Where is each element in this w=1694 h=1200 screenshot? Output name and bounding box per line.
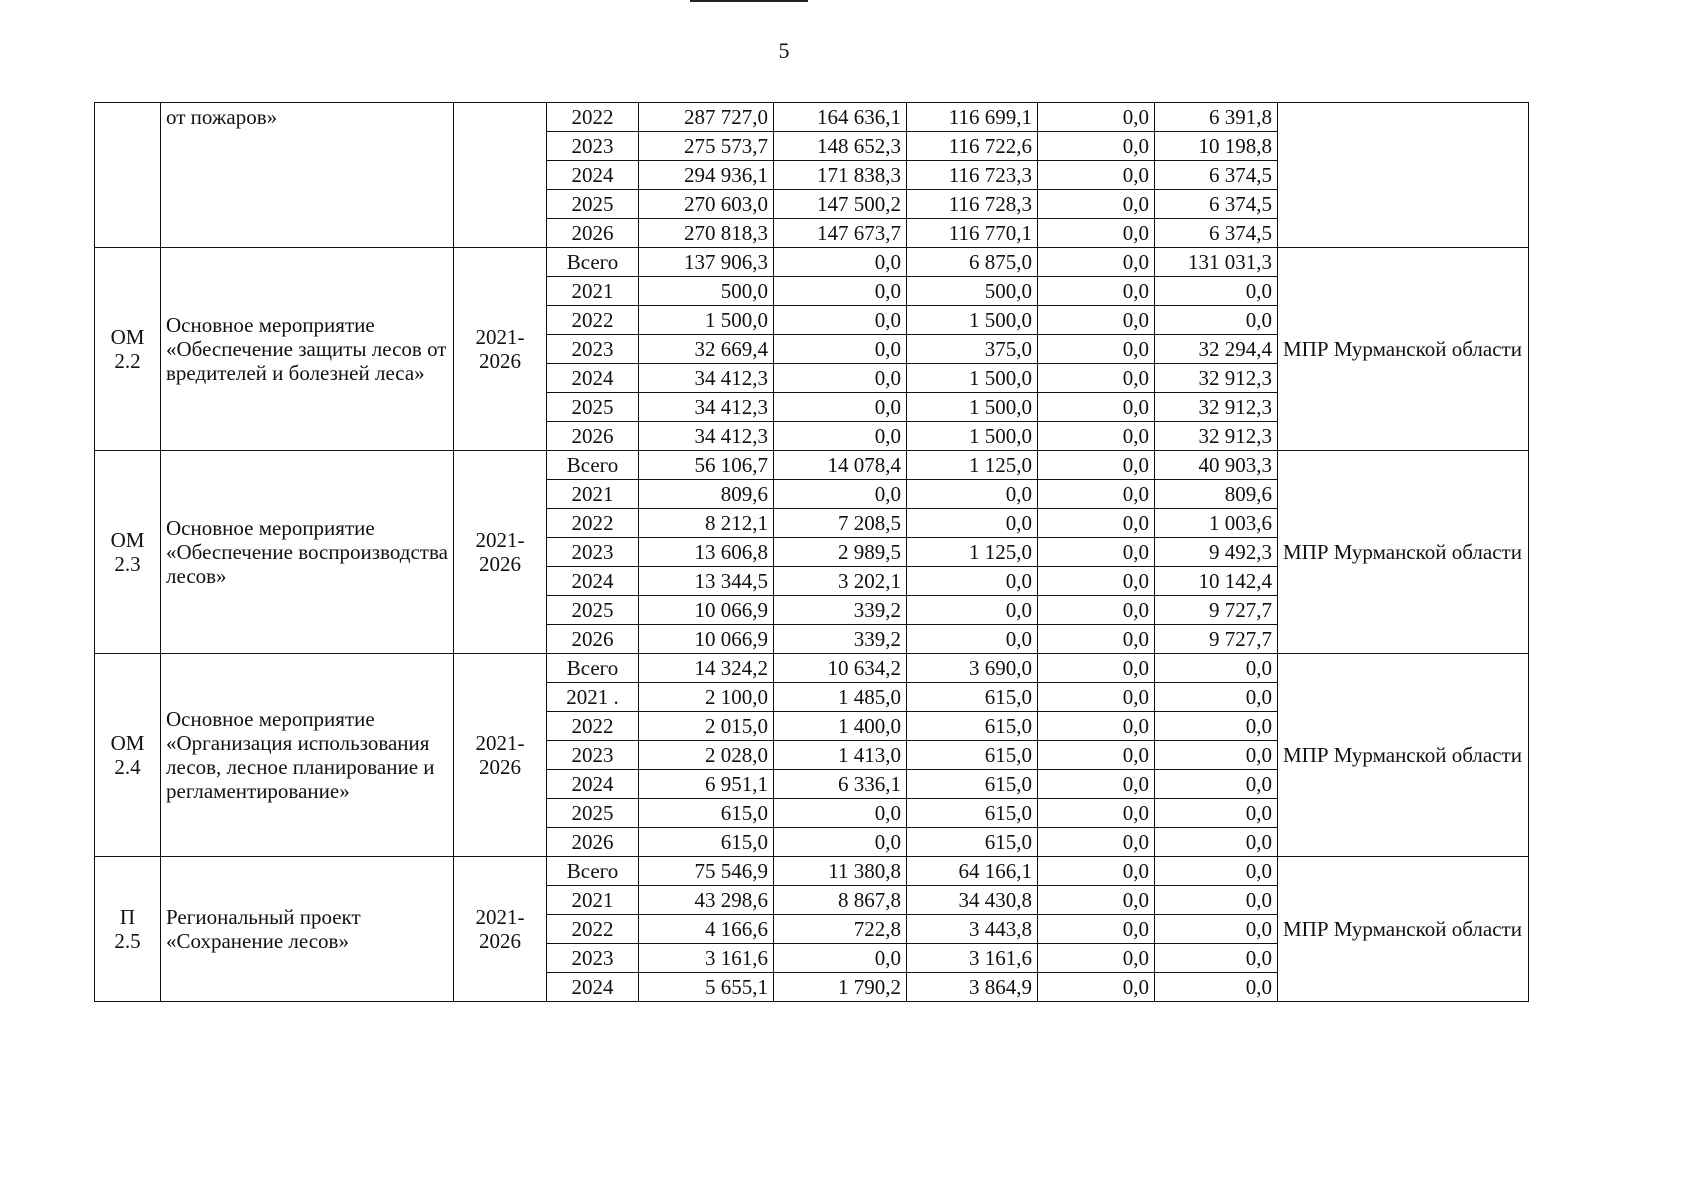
year-cell: 2024	[547, 364, 639, 393]
extrabudgetary-cell: 131 031,3	[1155, 248, 1278, 277]
federal-budget-cell: 2 989,5	[774, 538, 907, 567]
regional-budget-cell: 116 722,6	[907, 132, 1038, 161]
local-budget-cell: 0,0	[1038, 654, 1155, 683]
total-cell: 275 573,7	[639, 132, 774, 161]
year-cell: 2026	[547, 219, 639, 248]
total-cell: 10 066,9	[639, 596, 774, 625]
federal-budget-cell: 11 380,8	[774, 857, 907, 886]
program-name-cell: от пожаров»	[161, 103, 454, 248]
program-code-cell	[95, 451, 161, 654]
local-budget-cell: 0,0	[1038, 596, 1155, 625]
year-cell: 2024	[547, 161, 639, 190]
total-cell: 3 161,6	[639, 944, 774, 973]
year-cell: 2025	[547, 393, 639, 422]
extrabudgetary-cell: 6 374,5	[1155, 161, 1278, 190]
local-budget-cell: 0,0	[1038, 277, 1155, 306]
federal-budget-cell: 147 500,2	[774, 190, 907, 219]
extrabudgetary-cell: 0,0	[1155, 277, 1278, 306]
local-budget-cell: 0,0	[1038, 857, 1155, 886]
extrabudgetary-cell: 809,6	[1155, 480, 1278, 509]
local-budget-cell: 0,0	[1038, 538, 1155, 567]
regional-budget-cell: 500,0	[907, 277, 1038, 306]
period-start: 2021-	[475, 528, 525, 552]
year-cell: Всего	[547, 451, 639, 480]
executor-cell: МПР Мурманской области	[1278, 857, 1529, 1002]
federal-budget-cell: 0,0	[774, 393, 907, 422]
federal-budget-cell: 147 673,7	[774, 219, 907, 248]
extrabudgetary-cell: 0,0	[1155, 306, 1278, 335]
total-cell: 34 412,3	[639, 364, 774, 393]
total-cell: 5 655,1	[639, 973, 774, 1002]
year-cell: 2022	[547, 509, 639, 538]
total-cell: 1 500,0	[639, 306, 774, 335]
local-budget-cell: 0,0	[1038, 770, 1155, 799]
top-edge-mark	[690, 0, 808, 2]
program-name-cell: Основное мероприятие «Организация использования лесов, лесное планирование и регламентирование»	[161, 654, 454, 857]
total-cell: 4 166,6	[639, 915, 774, 944]
federal-budget-cell: 339,2	[774, 625, 907, 654]
extrabudgetary-cell: 32 912,3	[1155, 422, 1278, 451]
extrabudgetary-cell: 40 903,3	[1155, 451, 1278, 480]
total-cell: 500,0	[639, 277, 774, 306]
local-budget-cell: 0,0	[1038, 886, 1155, 915]
year-cell: 2026	[547, 422, 639, 451]
total-cell: 10 066,9	[639, 625, 774, 654]
extrabudgetary-cell: 0,0	[1155, 973, 1278, 1002]
total-cell: 6 951,1	[639, 770, 774, 799]
extrabudgetary-cell: 0,0	[1155, 828, 1278, 857]
extrabudgetary-cell: 9 727,7	[1155, 596, 1278, 625]
total-cell: 34 412,3	[639, 422, 774, 451]
program-name-cell: Основное мероприятие «Обеспечение защиты лесов от вредителей и болезней леса»	[161, 248, 454, 451]
extrabudgetary-cell: 6 391,8	[1155, 103, 1278, 132]
extrabudgetary-cell: 0,0	[1155, 712, 1278, 741]
table-row	[95, 248, 1529, 277]
federal-budget-cell: 0,0	[774, 335, 907, 364]
period-start: 2021-	[475, 731, 525, 755]
executor-cell	[1278, 103, 1529, 248]
extrabudgetary-cell: 0,0	[1155, 857, 1278, 886]
extrabudgetary-cell: 1 003,6	[1155, 509, 1278, 538]
extrabudgetary-cell: 0,0	[1155, 741, 1278, 770]
total-cell: 294 936,1	[639, 161, 774, 190]
table-row	[95, 654, 1529, 683]
year-cell: 2023	[547, 538, 639, 567]
program-name-cell: Основное мероприятие «Обеспечение воспроизводства лесов»	[161, 451, 454, 654]
year-cell: 2023	[547, 132, 639, 161]
regional-budget-cell: 0,0	[907, 567, 1038, 596]
federal-budget-cell: 0,0	[774, 277, 907, 306]
local-budget-cell: 0,0	[1038, 190, 1155, 219]
regional-budget-cell: 0,0	[907, 625, 1038, 654]
local-budget-cell: 0,0	[1038, 422, 1155, 451]
federal-budget-cell: 0,0	[774, 306, 907, 335]
program-name-cell: Региональный проект «Сохранение лесов»	[161, 857, 454, 1002]
local-budget-cell: 0,0	[1038, 741, 1155, 770]
federal-budget-cell: 1 790,2	[774, 973, 907, 1002]
extrabudgetary-cell: 0,0	[1155, 944, 1278, 973]
local-budget-cell: 0,0	[1038, 306, 1155, 335]
program-code-cell	[95, 857, 161, 1002]
federal-budget-cell: 1 485,0	[774, 683, 907, 712]
extrabudgetary-cell: 6 374,5	[1155, 219, 1278, 248]
year-cell: 2025	[547, 596, 639, 625]
regional-budget-cell: 1 125,0	[907, 538, 1038, 567]
year-cell: 2023	[547, 741, 639, 770]
program-code-part: ОМ	[110, 528, 145, 552]
year-cell: 2026	[547, 625, 639, 654]
total-cell: 8 212,1	[639, 509, 774, 538]
period-cell	[454, 103, 547, 248]
year-cell: 2021 .	[547, 683, 639, 712]
regional-budget-cell: 615,0	[907, 828, 1038, 857]
program-code-part: ОМ	[110, 731, 145, 755]
year-cell: 2023	[547, 944, 639, 973]
year-cell: 2022	[547, 915, 639, 944]
local-budget-cell: 0,0	[1038, 248, 1155, 277]
federal-budget-cell: 0,0	[774, 799, 907, 828]
table-row	[95, 103, 1529, 132]
year-cell: Всего	[547, 654, 639, 683]
program-code-part: П	[119, 905, 136, 929]
local-budget-cell: 0,0	[1038, 335, 1155, 364]
year-cell: 2023	[547, 335, 639, 364]
local-budget-cell: 0,0	[1038, 132, 1155, 161]
extrabudgetary-cell: 0,0	[1155, 654, 1278, 683]
extrabudgetary-cell: 10 198,8	[1155, 132, 1278, 161]
regional-budget-cell: 1 500,0	[907, 422, 1038, 451]
regional-budget-cell: 0,0	[907, 480, 1038, 509]
total-cell: 14 324,2	[639, 654, 774, 683]
period-end: 2026	[479, 349, 521, 373]
table-row	[95, 857, 1529, 886]
program-code-cell	[95, 103, 161, 248]
page-number: 5	[778, 38, 790, 63]
regional-budget-cell: 3 443,8	[907, 915, 1038, 944]
federal-budget-cell: 0,0	[774, 422, 907, 451]
regional-budget-cell: 1 500,0	[907, 306, 1038, 335]
federal-budget-cell: 10 634,2	[774, 654, 907, 683]
total-cell: 270 818,3	[639, 219, 774, 248]
extrabudgetary-cell: 10 142,4	[1155, 567, 1278, 596]
extrabudgetary-cell: 32 294,4	[1155, 335, 1278, 364]
table-row	[95, 451, 1529, 480]
federal-budget-cell: 14 078,4	[774, 451, 907, 480]
local-budget-cell: 0,0	[1038, 364, 1155, 393]
year-cell: 2024	[547, 567, 639, 596]
year-cell: 2025	[547, 799, 639, 828]
regional-budget-cell: 1 125,0	[907, 451, 1038, 480]
extrabudgetary-cell: 0,0	[1155, 799, 1278, 828]
total-cell: 2 028,0	[639, 741, 774, 770]
extrabudgetary-cell: 0,0	[1155, 915, 1278, 944]
year-cell: 2026	[547, 828, 639, 857]
year-cell: 2022	[547, 306, 639, 335]
year-cell: 2021	[547, 277, 639, 306]
program-code-part: 2.5	[114, 929, 141, 953]
period-start: 2021-	[475, 905, 525, 929]
total-cell: 615,0	[639, 799, 774, 828]
period-cell	[454, 654, 547, 857]
extrabudgetary-cell: 0,0	[1155, 886, 1278, 915]
local-budget-cell: 0,0	[1038, 103, 1155, 132]
total-cell: 32 669,4	[639, 335, 774, 364]
total-cell: 615,0	[639, 828, 774, 857]
local-budget-cell: 0,0	[1038, 944, 1155, 973]
period-cell	[454, 451, 547, 654]
federal-budget-cell: 722,8	[774, 915, 907, 944]
total-cell: 43 298,6	[639, 886, 774, 915]
budget-table	[94, 102, 1529, 1002]
regional-budget-cell: 375,0	[907, 335, 1038, 364]
regional-budget-cell: 615,0	[907, 712, 1038, 741]
local-budget-cell: 0,0	[1038, 480, 1155, 509]
year-cell: 2025	[547, 190, 639, 219]
federal-budget-cell: 164 636,1	[774, 103, 907, 132]
federal-budget-cell: 148 652,3	[774, 132, 907, 161]
regional-budget-cell: 34 430,8	[907, 886, 1038, 915]
program-code-part: 2.4	[114, 755, 141, 779]
local-budget-cell: 0,0	[1038, 393, 1155, 422]
local-budget-cell: 0,0	[1038, 828, 1155, 857]
regional-budget-cell: 615,0	[907, 770, 1038, 799]
local-budget-cell: 0,0	[1038, 712, 1155, 741]
year-cell: 2024	[547, 770, 639, 799]
regional-budget-cell: 615,0	[907, 799, 1038, 828]
extrabudgetary-cell: 0,0	[1155, 683, 1278, 712]
federal-budget-cell: 3 202,1	[774, 567, 907, 596]
year-cell: 2024	[547, 973, 639, 1002]
total-cell: 75 546,9	[639, 857, 774, 886]
total-cell: 2 100,0	[639, 683, 774, 712]
regional-budget-cell: 3 690,0	[907, 654, 1038, 683]
total-cell: 34 412,3	[639, 393, 774, 422]
federal-budget-cell: 0,0	[774, 364, 907, 393]
federal-budget-cell: 339,2	[774, 596, 907, 625]
extrabudgetary-cell: 0,0	[1155, 770, 1278, 799]
year-cell: Всего	[547, 857, 639, 886]
total-cell: 287 727,0	[639, 103, 774, 132]
total-cell: 13 344,5	[639, 567, 774, 596]
total-cell: 809,6	[639, 480, 774, 509]
total-cell: 13 606,8	[639, 538, 774, 567]
local-budget-cell: 0,0	[1038, 509, 1155, 538]
total-cell: 56 106,7	[639, 451, 774, 480]
local-budget-cell: 0,0	[1038, 915, 1155, 944]
program-code-cell	[95, 654, 161, 857]
program-code-part: 2.2	[114, 349, 141, 373]
extrabudgetary-cell: 32 912,3	[1155, 393, 1278, 422]
regional-budget-cell: 116 723,3	[907, 161, 1038, 190]
year-cell: 2022	[547, 712, 639, 741]
federal-budget-cell: 0,0	[774, 248, 907, 277]
year-cell: 2021	[547, 480, 639, 509]
federal-budget-cell: 8 867,8	[774, 886, 907, 915]
regional-budget-cell: 116 728,3	[907, 190, 1038, 219]
year-cell: 2022	[547, 103, 639, 132]
extrabudgetary-cell: 9 492,3	[1155, 538, 1278, 567]
total-cell: 270 603,0	[639, 190, 774, 219]
regional-budget-cell: 1 500,0	[907, 364, 1038, 393]
federal-budget-cell: 0,0	[774, 828, 907, 857]
regional-budget-cell: 1 500,0	[907, 393, 1038, 422]
executor-cell: МПР Мурманской области	[1278, 451, 1529, 654]
regional-budget-cell: 615,0	[907, 683, 1038, 712]
local-budget-cell: 0,0	[1038, 161, 1155, 190]
regional-budget-cell: 3 161,6	[907, 944, 1038, 973]
program-code-part: ОМ	[110, 325, 145, 349]
regional-budget-cell: 615,0	[907, 741, 1038, 770]
federal-budget-cell: 171 838,3	[774, 161, 907, 190]
period-start: 2021-	[475, 325, 525, 349]
federal-budget-cell: 0,0	[774, 480, 907, 509]
period-end: 2026	[479, 552, 521, 576]
executor-cell: МПР Мурманской области	[1278, 248, 1529, 451]
federal-budget-cell: 1 400,0	[774, 712, 907, 741]
regional-budget-cell: 64 166,1	[907, 857, 1038, 886]
program-code-cell	[95, 248, 161, 451]
regional-budget-cell: 6 875,0	[907, 248, 1038, 277]
regional-budget-cell: 3 864,9	[907, 973, 1038, 1002]
regional-budget-cell: 116 699,1	[907, 103, 1038, 132]
federal-budget-cell: 1 413,0	[774, 741, 907, 770]
year-cell: Всего	[547, 248, 639, 277]
program-code-part: 2.3	[114, 552, 141, 576]
year-cell: 2021	[547, 886, 639, 915]
local-budget-cell: 0,0	[1038, 219, 1155, 248]
local-budget-cell: 0,0	[1038, 567, 1155, 596]
regional-budget-cell: 116 770,1	[907, 219, 1038, 248]
period-end: 2026	[479, 755, 521, 779]
extrabudgetary-cell: 9 727,7	[1155, 625, 1278, 654]
local-budget-cell: 0,0	[1038, 625, 1155, 654]
federal-budget-cell: 6 336,1	[774, 770, 907, 799]
period-cell	[454, 248, 547, 451]
period-end: 2026	[479, 929, 521, 953]
federal-budget-cell: 0,0	[774, 944, 907, 973]
extrabudgetary-cell: 6 374,5	[1155, 190, 1278, 219]
local-budget-cell: 0,0	[1038, 451, 1155, 480]
local-budget-cell: 0,0	[1038, 799, 1155, 828]
executor-cell: МПР Мурманской области	[1278, 654, 1529, 857]
regional-budget-cell: 0,0	[907, 509, 1038, 538]
local-budget-cell: 0,0	[1038, 683, 1155, 712]
total-cell: 2 015,0	[639, 712, 774, 741]
total-cell: 137 906,3	[639, 248, 774, 277]
local-budget-cell: 0,0	[1038, 973, 1155, 1002]
period-cell	[454, 857, 547, 1002]
federal-budget-cell: 7 208,5	[774, 509, 907, 538]
extrabudgetary-cell: 32 912,3	[1155, 364, 1278, 393]
regional-budget-cell: 0,0	[907, 596, 1038, 625]
